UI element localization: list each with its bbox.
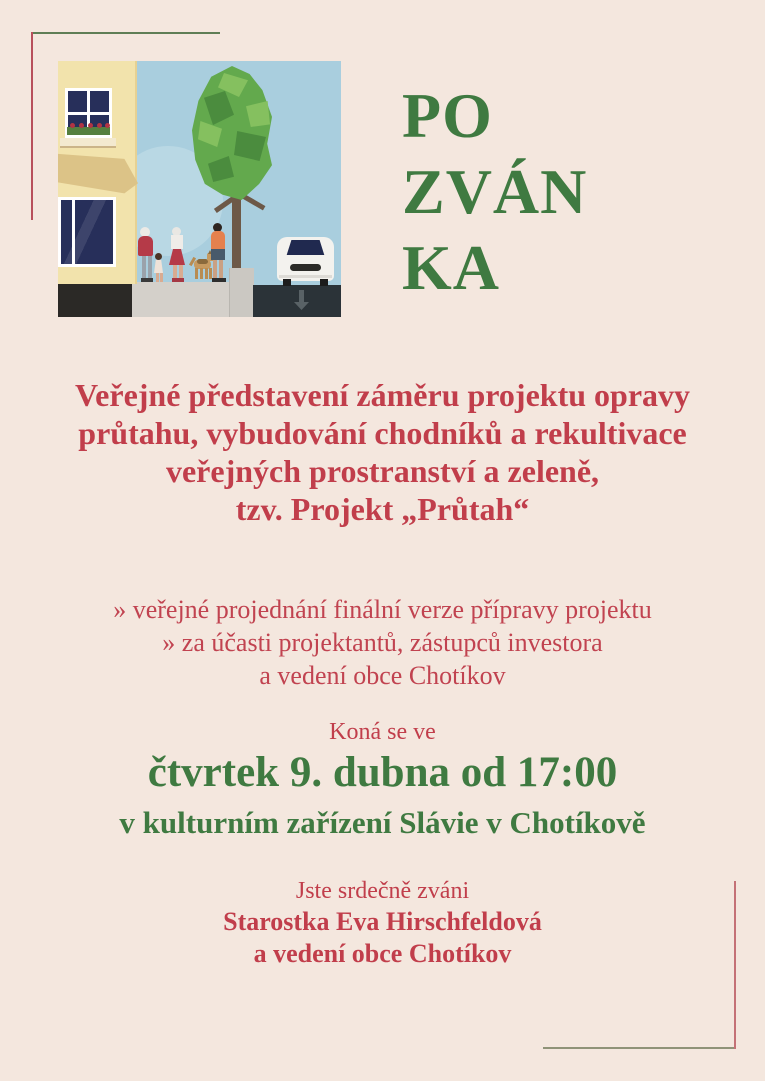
road-left-strip [58,283,132,317]
car [277,237,334,286]
car-wheel [320,279,328,286]
car-bumper [279,275,332,278]
bottom-right-horizontal-line [543,1047,736,1049]
signature-org: a vedení obce Chotíkov [253,939,512,968]
heading-line: veřejných prostranství a zeleně, [165,453,600,489]
tree-planter [229,268,254,317]
heading-line: průtahu, vybudování chodníků a rekultivace [78,415,687,451]
event-intro: Koná se ve [329,719,436,745]
event-venue: v kulturním zařízení Slávie v Chotíkově [119,805,646,840]
street-scene-illustration [58,61,341,317]
signature-name: Starostka Eva Hirschfeldová [223,907,542,936]
closing-signature [0,906,765,970]
detail-continuation: a vedení obce Chotíkov [259,661,506,690]
tree-trunk [232,198,241,269]
title-line: KA [402,232,500,303]
heading-line: tzv. Projekt „Průtah“ [235,491,530,527]
detail-item: » veřejné projednání finální verze přípravy projektu [113,595,652,624]
event-details [0,593,765,692]
car-grill [290,264,321,271]
awning [58,153,138,195]
title-line: ZVÁN [402,156,588,227]
top-left-horizontal-line [31,32,220,34]
event-heading [0,376,765,528]
building [58,61,137,284]
window-sill [60,138,116,148]
title-line: PO [402,80,493,151]
arrow-bullet-icon: » [162,628,176,657]
road [253,285,341,317]
storefront-window [58,197,116,267]
car-wheel [283,279,291,286]
arrow-bullet-icon: » [113,595,127,624]
closing-invitation: Jste srdečně zváni [295,878,470,904]
poster-title [402,78,587,306]
detail-item: » za účasti projektantů, zástupců investora [162,628,603,657]
top-left-vertical-line [31,32,33,220]
heading-line: Veřejné představení záměru projektu opravy [74,377,691,413]
event-date: čtvrtek 9. dubna od 17:00 [147,749,618,796]
window-flower-box [67,127,110,135]
